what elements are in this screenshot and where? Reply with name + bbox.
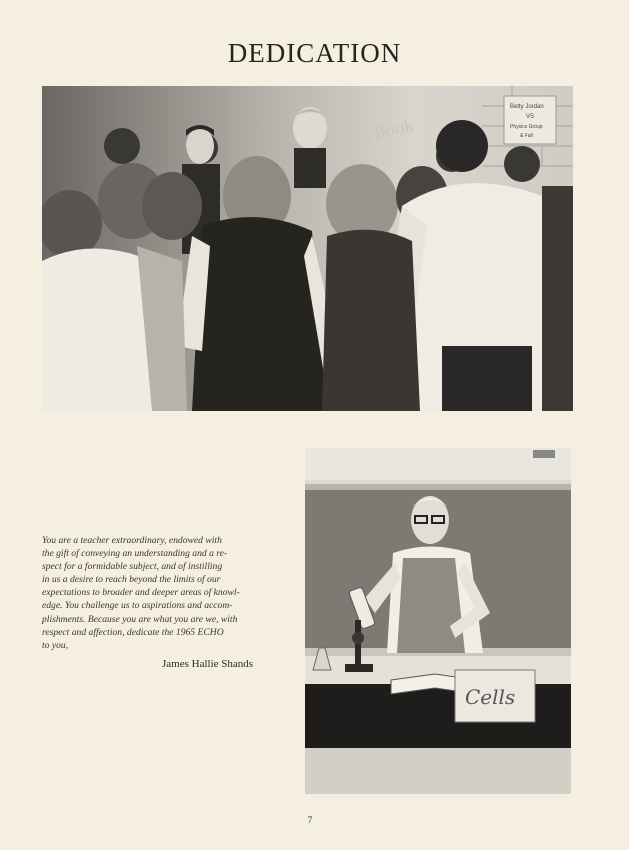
dedication-line: the gift of conveying an understanding and a re-: [42, 548, 228, 560]
dedication-line: in us a desire to reach beyond the limits of our: [42, 574, 221, 586]
dedication-text: [42, 534, 292, 652]
bench-card-text: Cells: [465, 685, 516, 709]
wall-sign-line: Betty Jordan: [510, 104, 544, 110]
dedication-line: edge. You challenge us to aspirations and accom-: [42, 600, 233, 612]
dedication-line: spect for a formidable subject, and of instilling: [42, 561, 223, 573]
wall-sign-line: & Fall: [520, 133, 533, 139]
dedication-line: plishments. Because you are what you are we, with: [42, 613, 238, 625]
teacher-portrait-photo: [305, 448, 571, 794]
dedication-signature: James Hallie Shands: [162, 658, 254, 670]
wall-sign-line: Physics Group: [510, 124, 543, 130]
page-number: 7: [307, 815, 313, 825]
board-text: Get Book: [338, 115, 416, 150]
classroom-group-photo: [42, 86, 573, 411]
dedication-line: respect and affection, dedicate the 1965 ECHO: [42, 626, 224, 638]
wall-sign-line: VS: [526, 114, 535, 120]
dedication-line: to you,: [42, 639, 69, 651]
dedication-line: You are a teacher extraordinary, endowed with: [42, 535, 222, 546]
page-title: DEDICATION: [227, 38, 402, 68]
dedication-line: expectations to broader and deeper areas of knowl-: [42, 587, 240, 599]
